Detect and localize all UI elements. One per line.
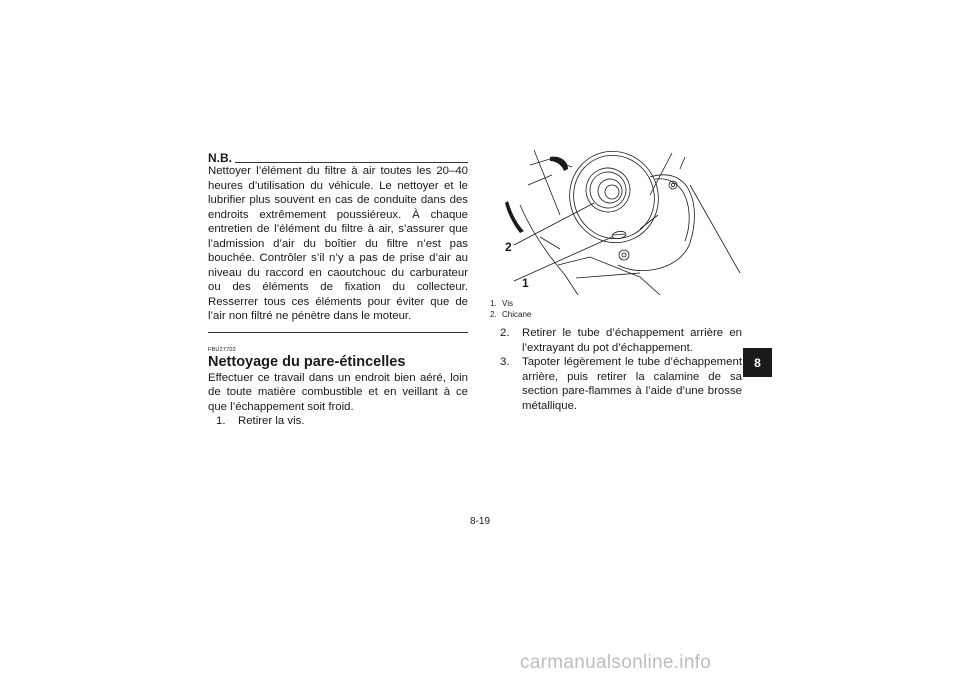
note-rule-top [235, 162, 468, 163]
step-text: Tapoter légèrement le tube d’échappement arrière, puis retirer la calamine de sa section pare-flammes à l’aide d’une brosse métallique. [522, 356, 742, 412]
chapter-tab: 8 [743, 348, 772, 377]
figure-legend [490, 298, 742, 320]
page-number: 8-19 [469, 516, 490, 527]
note-rule-bottom [208, 332, 468, 333]
note-text: Nettoyer l’élément du filtre à air toutes les 20–40 heures d’utilisation du véhicule. Le nettoyer et le lubrifier plus souvent en cas de conduite dans des endroits extrêmement poussiéreux. À chaque entretien de l’élément du filtre à air, s’assurer que l’admission d’air du boîtier du filtre n’est pas bouchée. Contrôler s’il n’y a pas de prise d’air au niveau du raccord en caoutchouc du carburateur ou des éléments de fixation du collecteur. Resserrer tous ces éléments pour éviter que de l’air non filtré ne pénètre dans le moteur. [208, 165, 468, 322]
step-number: 2. [500, 327, 510, 339]
step-2 [500, 326, 742, 355]
right-steps [500, 326, 742, 413]
step-number: 1. [216, 415, 226, 427]
exhaust-illustration [490, 145, 742, 295]
step-number: 3. [500, 356, 510, 368]
section-code: FBU27702 [208, 346, 236, 353]
spark-arrester-figure [490, 145, 742, 295]
note-header [208, 152, 468, 164]
section-intro: Effectuer ce travail dans un endroit bien aéré, loin de toute matière combustible et en veillant à ce que l’échappement soit froid. [208, 371, 468, 413]
step-text: Retirer la vis. [238, 415, 305, 427]
step-3 [500, 355, 742, 413]
section-title: Nettoyage du pare-étincelles [208, 353, 406, 370]
left-column [208, 152, 468, 429]
right-column [490, 145, 742, 413]
legend-item: 1. Vis [490, 299, 513, 308]
note-label: N.B. [208, 151, 232, 165]
callout-2: 2 [505, 240, 512, 254]
callout-1: 1 [522, 276, 529, 290]
step-text: Retirer le tube d’échappement arrière en l’extrayant du pot d’échappement. [522, 327, 742, 354]
step-1 [216, 414, 468, 429]
legend-item: 2. Chicane [490, 310, 532, 319]
watermark: carmanualsonline.info [520, 652, 712, 673]
